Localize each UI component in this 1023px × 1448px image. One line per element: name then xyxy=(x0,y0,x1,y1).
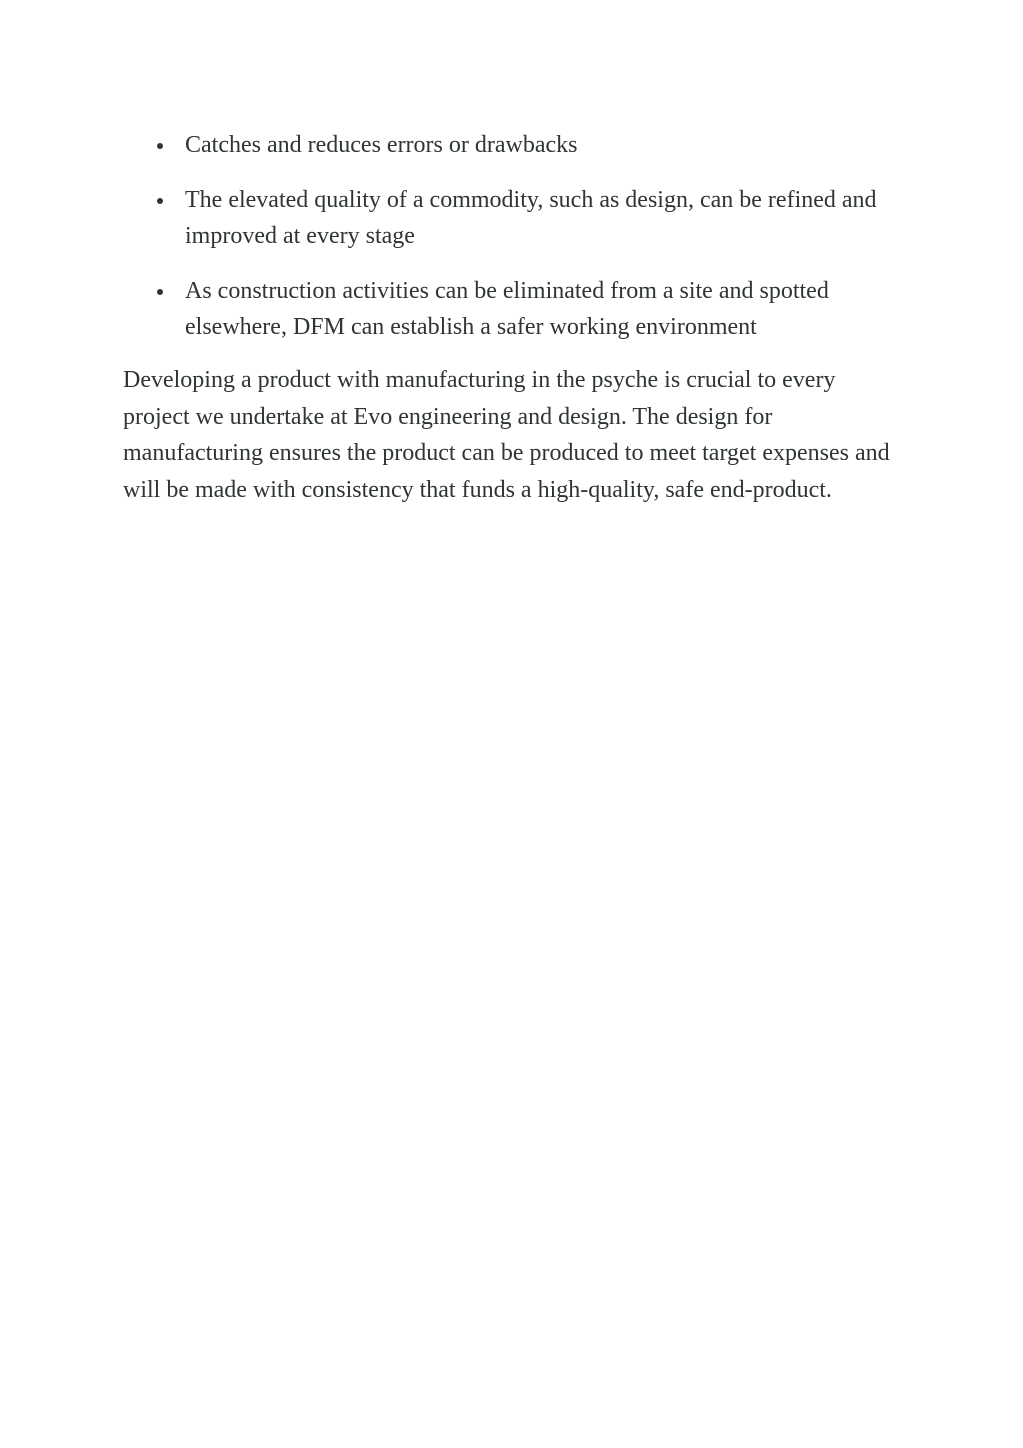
list-item xyxy=(123,182,903,255)
list-item xyxy=(123,127,903,164)
list-item-text: The elevated quality of a commodity, such as design, can be refined and improved at every stage xyxy=(185,186,877,249)
bullet-list xyxy=(123,127,903,364)
body-paragraph: Developing a product with manufacturing in the psyche is crucial to every project we undertake at Evo engineering and design. The design for manufacturing ensures the product can be produced to meet target expenses and will be made with consistency that funds a high-quality, safe end-product. xyxy=(123,367,890,503)
bullet-icon xyxy=(157,289,163,295)
bullet-icon xyxy=(157,143,163,149)
list-item xyxy=(123,273,903,346)
list-item-text: As construction activities can be eliminated from a site and spotted elsewhere, DFM can establish a safer working environment xyxy=(185,277,829,340)
bullet-icon xyxy=(157,198,163,204)
list-item-text: Catches and reduces errors or drawbacks xyxy=(185,132,578,158)
